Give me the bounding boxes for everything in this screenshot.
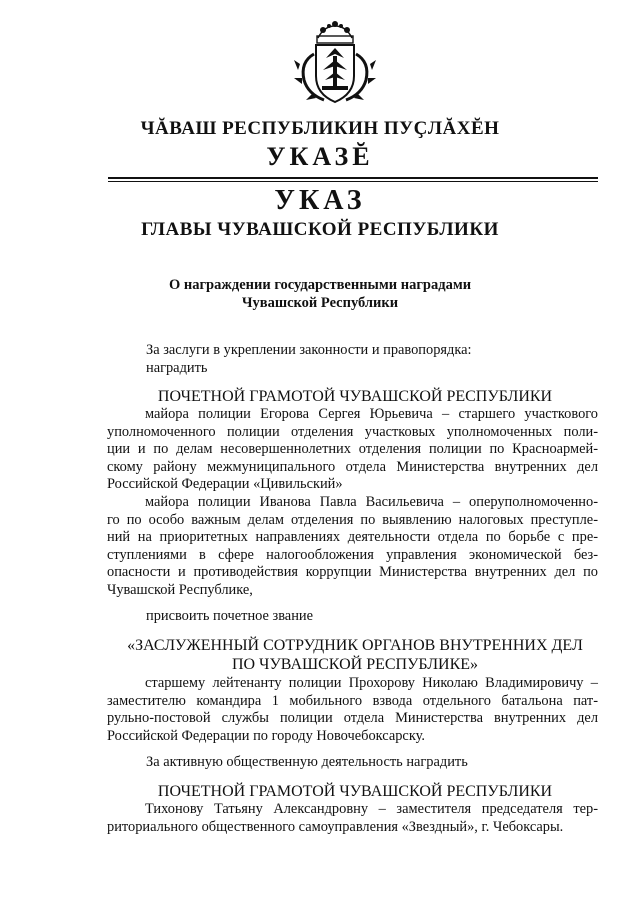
paragraph-line: ции и по делам несовершеннолетних отделения полиции по Красноармей- <box>107 441 598 458</box>
award-title-2: ПОЧЕТНОЙ ГРАМОТОЙ ЧУВАШСКОЙ РЕСПУБЛИКИ <box>157 783 553 800</box>
subject-line2: Чувашской Республики <box>241 295 399 311</box>
paragraph-line: опасности и противодействия коррупции Министерства внутренних дел по <box>107 564 598 581</box>
award-person-3 <box>107 801 598 836</box>
honorary-title-person <box>107 675 598 745</box>
paragraph-line: го по особо важным делам отделения по выявлению налоговых преступле- <box>107 511 598 528</box>
paragraph-line: Тихонову Татьяну Александровну – заместителя председателя тер- <box>145 801 598 817</box>
award-title-1: ПОЧЕТНОЙ ГРАМОТОЙ ЧУВАШСКОЙ РЕСПУБЛИКИ <box>157 388 553 405</box>
header-divider-thick <box>108 177 598 179</box>
honorary-title-line1: «ЗАСЛУЖЕННЫЙ СОТРУДНИК ОРГАНОВ ВНУТРЕННИХ ДЕЛ <box>127 637 583 654</box>
paragraph-line: уполномоченного полиции отделения участковых уполномоченных поли- <box>107 423 598 440</box>
paragraph-line: риториального общественного самоуправления «Звездный», г. Чебоксары. <box>107 818 564 835</box>
paragraph-line: майора полиции Егорова Сергея Юрьевича – старшего участкового <box>145 406 598 422</box>
section1-intro-line1: За заслуги в укреплении законности и правопорядка: <box>146 342 472 358</box>
paragraph-line: заместителю командира 1 мобильного взвода отдельного батальона пат- <box>107 692 598 709</box>
paragraph-line: скому району межмуниципального отдела Министерства внутренних дел <box>107 458 598 475</box>
russian-header-line2: ГЛАВЫ ЧУВАШСКОЙ РЕСПУБЛИКИ <box>141 219 499 240</box>
award-person-1 <box>107 406 598 494</box>
section1-intro-line2: наградить <box>146 360 208 376</box>
paragraph-line: майора полиции Иванова Павла Васильевича – оперуполномоченно- <box>145 494 598 510</box>
paragraph-line: Чувашской Республике, <box>107 581 253 598</box>
header-divider-thin <box>108 181 598 182</box>
paragraph-line: ний на приоритетных направлениях деятельности отдела по борьбе с пре- <box>107 529 598 546</box>
paragraph-line: старшему лейтенанту полиции Прохорову Николаю Владимировичу – <box>145 675 598 691</box>
paragraph-line: рульно-постовой службы полиции отдела Министерства внутренних дел <box>107 710 598 727</box>
paragraph-line: Российской Федерации «Цивильский» <box>107 476 343 493</box>
paragraph-line: Российской Федерации по городу Новочебоксарску. <box>107 727 425 744</box>
paragraph-line: ступлениями в сфере налогообложения управления экономической без- <box>107 546 598 563</box>
decree-subject <box>0 276 640 312</box>
award-person-2 <box>107 494 598 600</box>
subject-line1: О награждении государственными наградами <box>168 277 472 293</box>
chuvash-header-line1: ЧĂВАШ РЕСПУБЛИКИН ПУҪЛĂХĔН <box>140 118 500 139</box>
honorary-title-line2: ПО ЧУВАШСКОЙ РЕСПУБЛИКЕ» <box>231 656 479 673</box>
russian-header-line1: УКАЗ <box>274 185 366 216</box>
section3-intro: За активную общественную деятельность наградить <box>146 754 468 770</box>
coat-of-arms-emblem <box>290 18 380 110</box>
section2-intro: присвоить почетное звание <box>146 608 313 624</box>
chuvash-header-line2: УКАЗĔ <box>266 142 374 171</box>
